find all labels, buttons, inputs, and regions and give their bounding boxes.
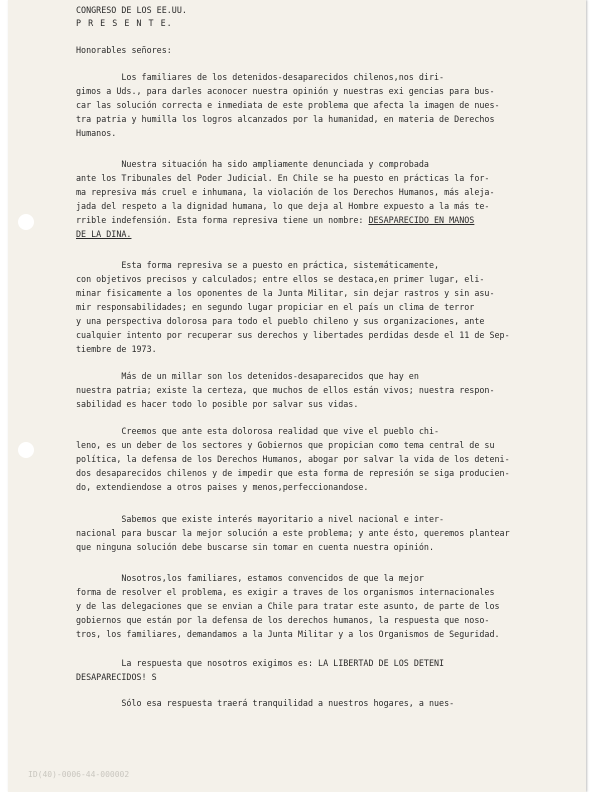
paragraph-line: mir responsabilidades; en segundo lugar propiciar en el país un clima de terror: [76, 302, 475, 312]
paragraph-line: Más de un millar son los detenidos-desaparecidos que hay en: [76, 371, 419, 381]
paragraph-line: dos desaparecidos chilenos y de impedir que esta forma de represión se siga producien-: [76, 468, 510, 478]
paragraph-line: Nosotros,los familiares, estamos convencidos de que la mejor: [76, 573, 424, 583]
paragraph-line: y de las delegaciones que se envian a Chile para tratar este asunto, de parte de los: [76, 601, 500, 611]
paragraph-line: y una perspectiva dolorosa para todo el pueblo chileno y sus organizaciones, ante: [76, 316, 485, 326]
demand-emphasis: LA LIBERTAD DE LOS DETENI: [318, 658, 445, 668]
emphasis-underlined: DESAPARECIDO EN MANOS: [368, 215, 475, 225]
paragraph-line: que ninguna solución debe buscarse sin tomar en cuenta nuestra opinión.: [76, 542, 434, 552]
paragraph-line: car las solución correcta e inmediata de este problema que afecta la imagen de nues-: [76, 100, 500, 110]
paragraph-line: Esta forma represiva se a puesto en práctica, sistemáticamente,: [76, 260, 440, 270]
paragraph-line: nacional para buscar la mejor solución a este problema; y ante ésto, queremos plantear: [76, 528, 510, 538]
paragraph-line: ma represiva más cruel e inhumana, la violación de los Derechos Humanos, más aleja-: [76, 187, 495, 197]
paragraph-line: tra patria y humilla los logros alcanzados por la humanidad, en materia de Derechos: [76, 114, 495, 124]
paragraph-line: leno, es un deber de los sectores y Gobiernos que propician como tema central de su: [76, 440, 495, 450]
paragraph-line: Nuestra situación ha sido ampliamente denunciada y comprobada: [76, 159, 429, 169]
paragraph-line: DESAPARECIDOS! S: [76, 672, 157, 682]
addressee: CONGRESO DE LOS EE.UU.: [76, 5, 187, 15]
paragraph-line: jada del respeto a la dignidad humana, lo que deja al Hombre expuesto a la más te-: [76, 201, 490, 211]
paragraph-line: ante los Tribunales del Poder Judicial. En Chile se ha puesto en prácticas la for-: [76, 173, 490, 183]
paragraph-line: forma de resolver el problema, es exigir a traves de los organismos internacionales: [76, 587, 495, 597]
emphasis-underlined: DE LA DINA.: [76, 229, 132, 239]
paragraph-line: política, la defensa de los Derechos Humanos, abogar por salvar la vida de los deteni-: [76, 454, 510, 464]
paragraph-line: tros, los familiares, demandamos a la Junta Militar y a los Organismos de Seguridad.: [76, 629, 500, 639]
paragraph-line: sabilidad es hacer todo lo posible por salvar sus vidas.: [76, 399, 359, 409]
paragraph-line: gimos a Uds., para darles aconocer nuestra opinión y nuestras exi gencias para bus-: [76, 86, 495, 96]
present-heading: P R E S E N T E.: [76, 18, 173, 28]
paragraph-line: Humanos.: [76, 128, 117, 138]
paragraph-line: rrible indefensión. Esta forma represiva tiene un nombre: DESAPARECIDO EN MANOS: [76, 215, 475, 225]
punch-hole-bottom: [18, 442, 34, 458]
paragraph-line: minar fisicamente a los oponentes de la Junta Militar, sin dejar rastros y sin asu-: [76, 288, 495, 298]
paragraph-line: gobiernos que están por la defensa de los derechos humanos, la respuesta que noso-: [76, 615, 490, 625]
paragraph-line: con objetivos precisos y calculados; entre ellos se destaca,en primer lugar, eli-: [76, 274, 485, 284]
punch-hole-top: [18, 214, 34, 230]
paragraph-line: do, extendiendose a otros paises y menos,perfeccionandose.: [76, 482, 369, 492]
paragraph-line: Sabemos que existe interés mayoritario a nivel nacional e inter-: [76, 514, 445, 524]
archive-stamp: ID(40)-0006-44-000002: [28, 770, 130, 779]
paragraph-line: La respuesta que nosotros exigimos es: LA LIBERTAD DE LOS DETENI: [76, 658, 445, 668]
paragraph-line: cualquier intento por recuperar sus derechos y libertades perdidas desde el 11 de Sep-: [76, 330, 510, 340]
paragraph-line: nuestra patria; existe la certeza, que muchos de ellos están vivos; nuestra respon-: [76, 385, 495, 395]
paragraph-line: Creemos que ante esta dolorosa realidad que vive el pueblo chi-: [76, 426, 440, 436]
paragraph-line: tiembre de 1973.: [76, 344, 157, 354]
salutation: Honorables señores:: [76, 45, 172, 55]
paragraph-line: Sólo esa respuesta traerá tranquilidad a nuestros hogares, a nues-: [76, 698, 455, 708]
paragraph-line: Los familiares de los detenidos-desaparecidos chilenos,nos diri-: [76, 72, 445, 82]
